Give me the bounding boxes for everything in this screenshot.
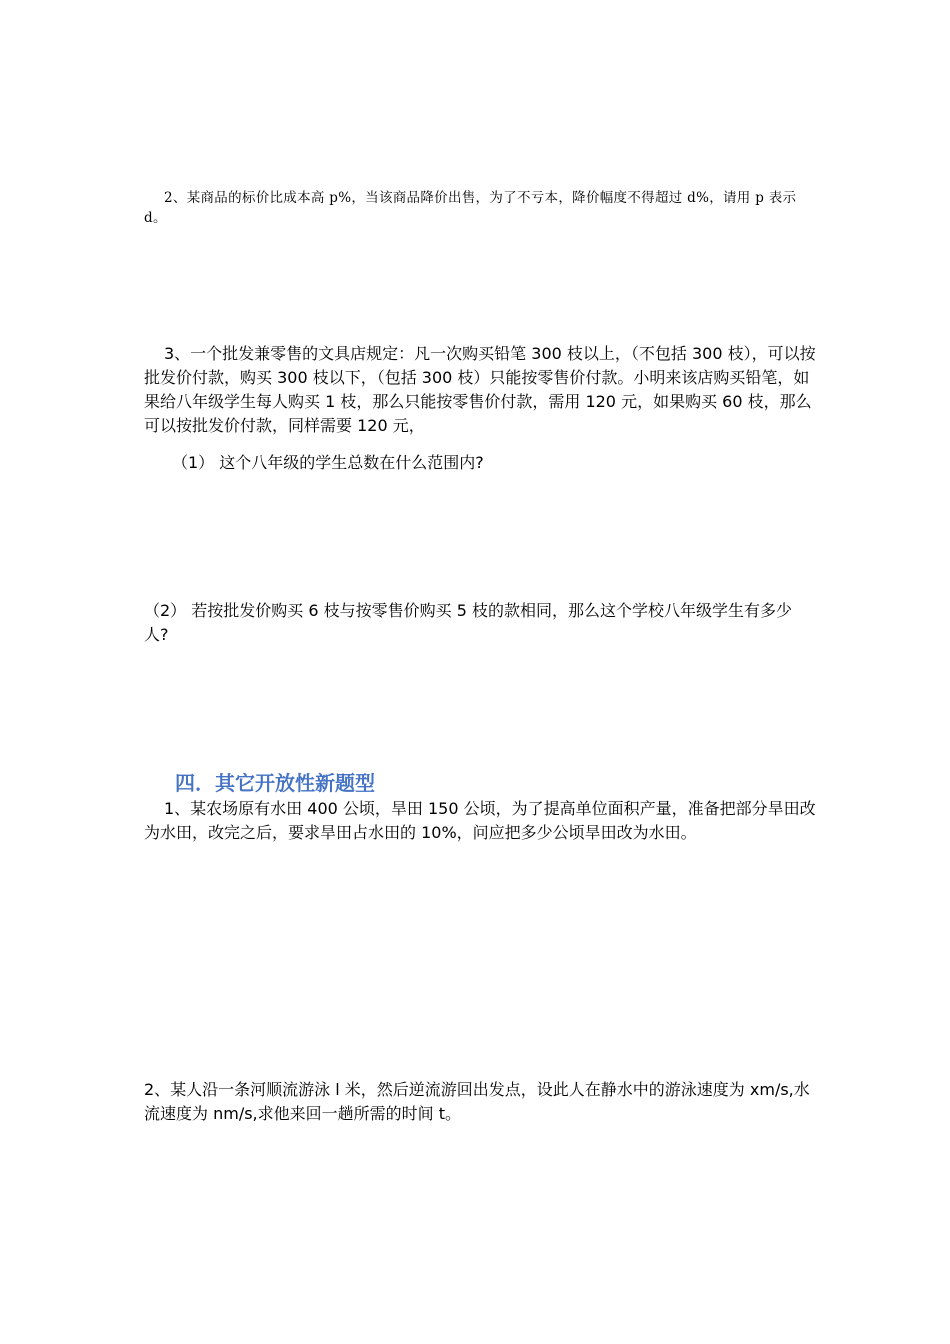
question-3-part-2: （2） 若按批发价购买 6 枝与按零售价购买 5 枝的款相同，那么这个学校八年级学生有多少人?	[144, 601, 792, 644]
question-3-text: 3、一个批发兼零售的文具店规定：凡一次购买铅笔 300 枝以上，（不包括 300 枝），可以按批发价付款，购买 300 枝以下，（包括 300 枝）只能按零售价付款。小明来该店购买铅笔，如果给八年级学生每人购买 1 枝，那么只能按零售价付款，需用 120 元，如果购买 60 枝，那么可以按批发价付款，同样需要 120 元，	[144, 344, 816, 435]
section-4-question-2: 2、某人沿一条河顺流游泳 l 米，然后逆流游回出发点，设此人在静水中的游泳速度为 xm/s,水流速度为 nm/s,求他来回一趟所需的时间 t。	[144, 1080, 810, 1123]
question-3-part-1: （1） 这个八年级的学生总数在什么范围内?	[172, 453, 484, 472]
question-2-text: 2、某商品的标价比成本高 p%，当该商品降价出售，为了不亏本，降价幅度不得超过 d%，请用 p 表示 d。	[144, 190, 797, 226]
section-4-heading: 四．其它开放性新题型	[175, 771, 375, 795]
section-4-question-1: 1、某农场原有水田 400 公顷，旱田 150 公顷，为了提高单位面积产量，准备把部分旱田改为水田，改完之后，要求旱田占水田的 10%，问应把多少公顷旱田改为水田。	[144, 799, 816, 842]
